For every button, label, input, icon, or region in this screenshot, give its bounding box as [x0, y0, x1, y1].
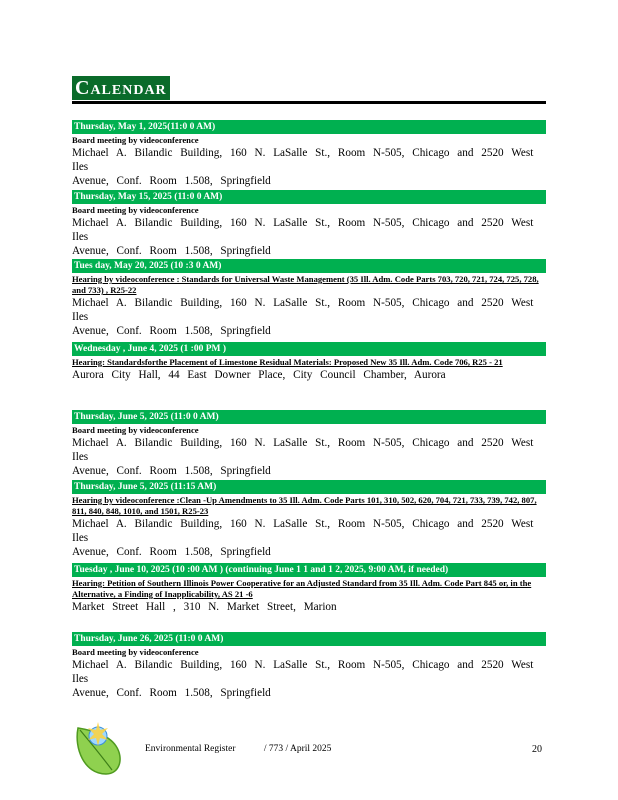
page-title: Calendar: [72, 76, 170, 100]
entry-description: Hearing: Petition of Southern Illinois Power Cooperative for an Adjusted Standard from 35 Ill. Adm. Code Part 845 or, in the Alternative, a Finding of Inapplicability, AS 21 -6: [72, 578, 532, 599]
entry-location-line1: Michael A. Bilandic Building, 160 N. LaSalle St., Room N-505, Chicago and 2520 West Iles: [72, 147, 534, 173]
entry-location-line1: Aurora City Hall, 44 East Downer Place, City Council Chamber, Aurora: [72, 369, 446, 381]
entry-location-line1: Michael A. Bilandic Building, 160 N. LaSalle St., Room N-505, Chicago and 2520 West Iles: [72, 437, 534, 463]
footer-publication: [145, 744, 357, 754]
entry-description: Board meeting by videoconference: [72, 425, 199, 435]
entry-date-bar: Thursday, June 5, 2025 (11:0 0 AM): [72, 410, 546, 424]
entry-date-bar: Wednesday , June 4, 2025 (1 :00 PM ): [72, 342, 546, 356]
entry-location-line1: Michael A. Bilandic Building, 160 N. LaSalle St., Room N-505, Chicago and 2520 West Iles: [72, 217, 534, 243]
entry-description: Hearing by videoconference :Clean -Up Amendments to 35 Ill. Adm. Code Parts 101, 310, 502, 620, 704, 721, 733, 739, 742, 807, 811, 840, 848, 1010, and 1501, R25-23: [72, 495, 537, 516]
footer-publication-name: Environmental Register: [145, 744, 236, 754]
entry-description: Board meeting by videoconference: [72, 647, 199, 657]
entry-description: Hearing: Standardsforthe Placement of Limestone Residual Materials: Proposed New 35 Ill. Adm. Code 706, R25 - 21: [72, 357, 503, 367]
entry-location-line1: Michael A. Bilandic Building, 160 N. LaSalle St., Room N-505, Chicago and 2520 West Iles: [72, 659, 534, 685]
calendar-entry: [72, 120, 546, 188]
entry-date-bar: Thursday, June 5, 2025 (11:15 AM): [72, 480, 546, 494]
entry-location-line1: Michael A. Bilandic Building, 160 N. LaSalle St., Room N-505, Chicago and 2520 West Iles: [72, 297, 534, 323]
entry-location-line2: Avenue, Conf. Room 1.508, Springfield: [72, 687, 271, 699]
entry-location-line2: Avenue, Conf. Room 1.508, Springfield: [72, 325, 271, 337]
calendar-entry: [72, 480, 546, 559]
entry-date-bar: Tues day, May 20, 2025 (10 :3 0 AM): [72, 259, 546, 273]
entry-location-line1: Market Street Hall , 310 N. Market Street, Marion: [72, 601, 337, 613]
entry-date-bar: Thursday, June 26, 2025 (11:0 0 AM): [72, 632, 546, 646]
entry-location-line2: Avenue, Conf. Room 1.508, Springfield: [72, 175, 271, 187]
footer-issue: / 773 / April 2025: [263, 744, 332, 754]
calendar-entry: [72, 563, 546, 614]
entry-description: Board meeting by videoconference: [72, 135, 199, 145]
calendar-entry: [72, 259, 546, 338]
entry-date-bar: Thursday, May 15, 2025 (11:0 0 AM): [72, 190, 546, 204]
entry-location-line2: Avenue, Conf. Room 1.508, Springfield: [72, 245, 271, 257]
calendar-entry: [72, 632, 546, 700]
page-number: 20: [532, 744, 542, 755]
entry-description: Hearing by videoconference : Standards for Universal Waste Management (35 Ill. Adm. Code Parts 703, 720, 721, 724, 725, 728, and 733) , R25-22: [72, 274, 539, 295]
entry-date-bar: Thursday, May 1, 2025(11:0 0 AM): [72, 120, 546, 134]
calendar-entry: [72, 410, 546, 478]
entry-location-line2: Avenue, Conf. Room 1.508, Springfield: [72, 465, 271, 477]
leaf-logo-icon: [72, 718, 124, 778]
entry-location-line1: Michael A. Bilandic Building, 160 N. LaSalle St., Room N-505, Chicago and 2520 West Iles: [72, 518, 534, 544]
entry-location-line2: Avenue, Conf. Room 1.508, Springfield: [72, 546, 271, 558]
title-divider: [72, 101, 546, 104]
entry-description: Board meeting by videoconference: [72, 205, 199, 215]
calendar-entry: [72, 190, 546, 258]
calendar-entry: [72, 342, 546, 382]
entry-date-bar: Tuesday , June 10, 2025 (10 :00 AM ) (continuing June 1 1 and 1 2, 2025, 9:00 AM, if needed): [72, 563, 546, 577]
